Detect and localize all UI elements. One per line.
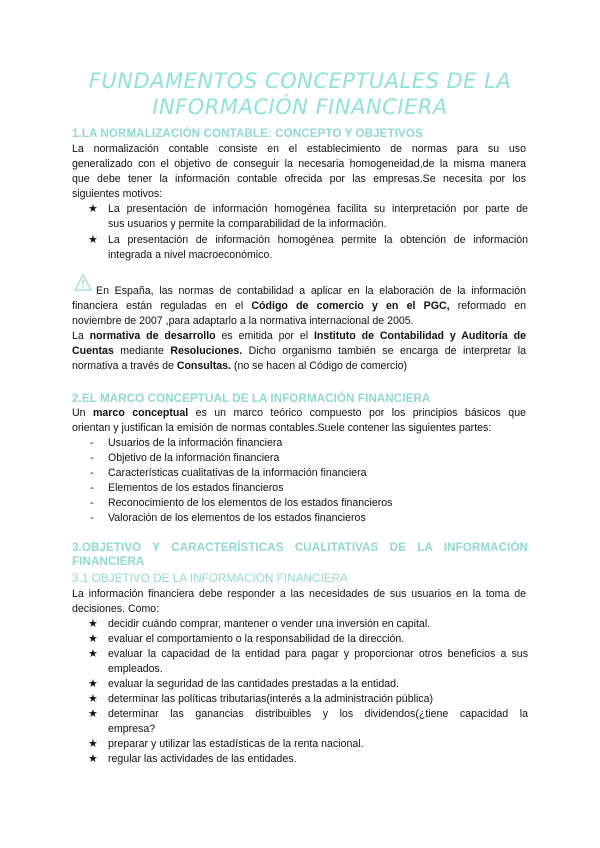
list-item-line: La presentación de información homogénea permite la obtención de información xyxy=(108,234,528,246)
warning-icon xyxy=(74,274,92,292)
list-item-line: integrada a nivel macroeconómico. xyxy=(108,249,273,261)
note-line xyxy=(72,359,526,374)
list-item xyxy=(88,451,528,466)
intro-text: Un xyxy=(72,407,93,419)
list-item xyxy=(88,511,528,526)
list-item xyxy=(88,707,528,737)
list-item-text: Usuarios de la información financiera xyxy=(108,437,283,449)
list-item-text: preparar y utilizar las estadísticas de la renta nacional. xyxy=(108,738,364,750)
star-bullet-icon: ★ xyxy=(88,618,98,630)
star-bullet-icon: ★ xyxy=(88,234,98,246)
dash-bullet: - xyxy=(90,452,94,464)
intro-line: La información financiera debe responder a las necesidades de sus usuarios en la toma de xyxy=(72,588,526,600)
star-bullet-icon: ★ xyxy=(88,633,98,645)
section-1-intro xyxy=(72,142,526,202)
list-item xyxy=(88,202,528,232)
title-line-1: FUNDAMENTOS CONCEPTUALES DE LA xyxy=(88,69,512,93)
note-text: financiera están reguladas en el xyxy=(72,300,252,312)
note-text: reformado en xyxy=(449,300,527,312)
document-title xyxy=(60,68,540,120)
note-text: (no se hacen al Código de comercio) xyxy=(230,360,408,372)
intro-line: decisiones. Como: xyxy=(72,603,160,615)
list-item xyxy=(88,496,528,511)
note-line-1 xyxy=(96,284,526,299)
list-item xyxy=(88,737,528,752)
star-bullet-icon: ★ xyxy=(88,648,98,660)
note-line: noviembre de 2007 ,para adaptarlo a la normativa internacional de 2005. xyxy=(72,315,414,327)
list-item-text: Valoración de los elementos de los estados financieros xyxy=(108,512,366,524)
note-text: La xyxy=(72,330,90,342)
list-item-line: La presentación de información homogénea facilita su interpretación por parte de xyxy=(108,203,528,215)
intro-line: que debe tener la información contable ofrecida por las empresas.Se necesita por los xyxy=(72,173,526,185)
list-item xyxy=(88,677,528,692)
list-item-text xyxy=(108,647,528,677)
list-item-line: sus usuarios y permite la comparabilidad de la información. xyxy=(108,218,387,230)
dash-bullet: - xyxy=(90,437,94,449)
note-text: mediante xyxy=(113,345,171,357)
note-text: En España, las normas de contabilidad a aplicar en la elaboración de la información xyxy=(96,285,526,297)
list-item-text xyxy=(108,202,528,232)
subsection-3-1-heading: 3.1 OBJETIVO DE LA INFORMACIÓN FINANCIERA xyxy=(72,572,348,585)
heading-line: FINANCIERA xyxy=(72,555,145,568)
list-item-text: Objetivo de la información financiera xyxy=(108,452,280,464)
dash-bullet: - xyxy=(90,512,94,524)
note-emphasis: Cuentas xyxy=(72,345,114,357)
list-item-text: Reconocimiento de los elementos de los estados financieros xyxy=(108,497,393,509)
list-item-text: evaluar la seguridad de las cantidades prestadas a la entidad. xyxy=(108,678,399,690)
note-emphasis: Instituto de Contabilidad y Auditoría de xyxy=(313,330,526,342)
list-item-text: evaluar el comportamiento o la responsabilidad de la dirección. xyxy=(108,633,405,645)
note-body xyxy=(72,299,526,374)
intro-emphasis: marco conceptual xyxy=(93,407,189,419)
list-item-text xyxy=(108,707,528,737)
section-1-heading: 1.LA NORMALIZACIÓN CONTABLE: CONCEPTO Y OBJETIVOS xyxy=(72,127,423,140)
list-item-line: empresa? xyxy=(108,723,156,735)
title-line-2: INFORMACIÓN FINANCIERA xyxy=(152,95,448,119)
section-2-heading: 2.EL MARCO CONCEPTUAL DE LA INFORMACIÓN FINANCIERA xyxy=(72,392,431,405)
section-2-intro xyxy=(72,406,526,436)
note-line xyxy=(72,299,526,314)
list-item xyxy=(88,617,528,632)
star-bullet-icon: ★ xyxy=(88,753,98,765)
list-item xyxy=(88,436,528,451)
list-item xyxy=(88,692,528,707)
list-item xyxy=(88,647,528,677)
intro-text: es un marco teórico compuesto por los principios básicos que xyxy=(188,407,526,419)
dash-bullet: - xyxy=(90,467,94,479)
list-item xyxy=(88,632,528,647)
list-item-line: determinar las ganancias distribuibles y los dividendos(¿tiene capacidad la xyxy=(108,708,528,720)
list-item-text: decidir cuándo comprar, mantener o vender una inversión en capital. xyxy=(108,618,431,630)
note-text: normativa a través de xyxy=(72,360,177,372)
intro-line xyxy=(72,406,526,421)
note-emphasis: Código de comercio y en el PGC, xyxy=(251,300,450,312)
list-item-text: Características cualitativas de la información financiera xyxy=(108,467,367,479)
note-emphasis: Resoluciones. xyxy=(170,345,243,357)
intro-line: orientan y justifican la emisión de normas contables.Suele contener las siguientes partes: xyxy=(72,422,492,434)
section-3-intro xyxy=(72,587,526,617)
list-item xyxy=(88,752,528,767)
dash-bullet: - xyxy=(90,482,94,494)
star-bullet-icon: ★ xyxy=(88,678,98,690)
star-bullet-icon: ★ xyxy=(88,693,98,705)
dash-bullet: - xyxy=(90,497,94,509)
list-item-line: empleados. xyxy=(108,663,163,675)
note-text: Dicho organismo también se encarga de interpretar la xyxy=(242,345,526,357)
note-line xyxy=(72,329,526,344)
star-bullet-icon: ★ xyxy=(88,203,98,215)
intro-line: siguientes motivos: xyxy=(72,188,163,200)
note-emphasis: normativa de desarrollo xyxy=(89,330,216,342)
note-emphasis: Consultas. xyxy=(176,360,231,372)
section-3-heading xyxy=(72,541,528,569)
note-line xyxy=(72,344,526,359)
list-item xyxy=(88,466,528,481)
intro-line: La normalización contable consiste en el establecimiento de normas para su uso xyxy=(72,143,526,155)
note-text: es emitida por el xyxy=(215,330,314,342)
intro-line: generalizado con el objetivo de conseguir la necesaria homogeneidad,de la misma manera xyxy=(72,158,526,170)
star-bullet-icon: ★ xyxy=(88,738,98,750)
list-item-text: determinar las políticas tributarias(interés a la administración pública) xyxy=(108,693,434,705)
list-item xyxy=(88,233,528,263)
list-item-line: evaluar la capacidad de la entidad para pagar y proporcionar otros beneficios a sus xyxy=(108,648,528,660)
heading-line: 3.OBJETIVO Y CARACTERÍSTICAS CUALITATIVAS DE LA INFORMACIÓN xyxy=(72,541,528,554)
list-item-text: Elementos de los estados financieros xyxy=(108,482,284,494)
list-item-text xyxy=(108,233,528,263)
list-item-text: regular las actividades de las entidades. xyxy=(108,753,297,765)
list-item xyxy=(88,481,528,496)
star-bullet-icon: ★ xyxy=(88,708,98,720)
